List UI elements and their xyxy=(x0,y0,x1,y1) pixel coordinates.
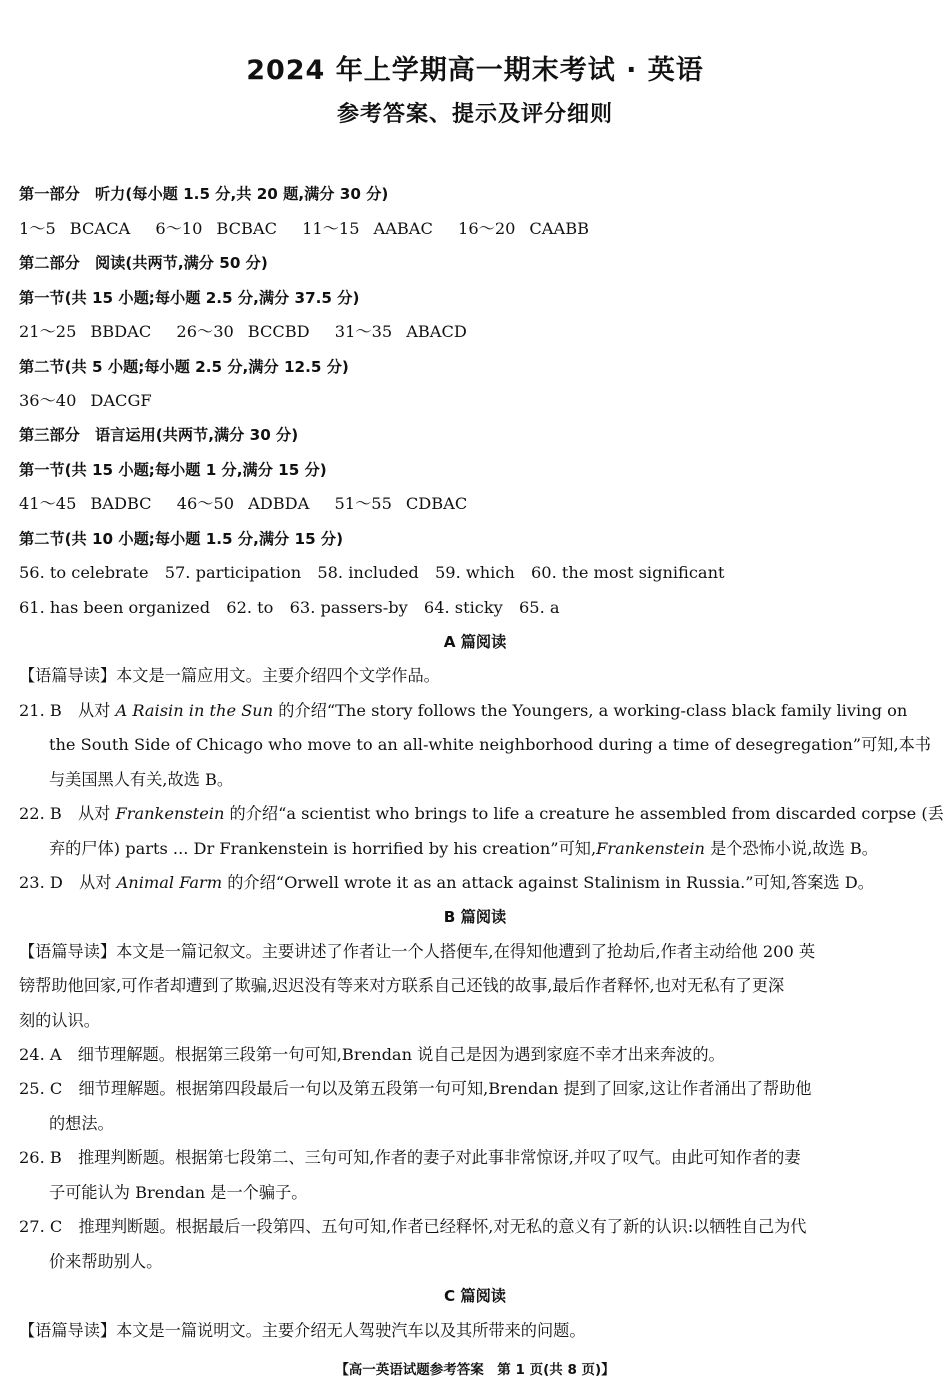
book-title: Animal Farm xyxy=(116,873,223,892)
q22-text: 的介绍“a scientist who brings to life a creature he assembled from discarded corpse (丢 xyxy=(224,804,944,823)
part1-answers xyxy=(19,218,934,240)
q21-line2: the South Side of Chicago who move to an all-white neighborhood during a time of desegregation”可知,本书 xyxy=(49,735,931,754)
answer-keys: BADBC xyxy=(90,494,152,513)
q22-text: 从对 xyxy=(77,804,116,823)
book-title: Frankenstein xyxy=(596,839,705,858)
q22-text: 弃的尸体) parts ... Dr Frankenstein is horrified by his creation”可知, xyxy=(49,839,597,858)
answer-range: 11～15 xyxy=(302,219,360,238)
part3-section2-answers-line1: 56. to celebrate 57. participation 58. included 59. which 60. the most significant xyxy=(19,563,725,582)
part3-section1-heading: 第一节(共 15 小题;每小题 1 分,满分 15 分) xyxy=(19,461,327,479)
page-footer: 【高一英语试题参考答案 第 1 页(共 8 页)】 xyxy=(335,1362,615,1378)
q25-line1 xyxy=(19,1078,934,1100)
q21-label: 21. B xyxy=(19,701,62,720)
answer-range: 36～40 xyxy=(19,391,77,410)
answer-keys: BCBAC xyxy=(216,219,277,238)
part3-section2-answers-line2: 61. has been organized 62. to 63. passers-by 64. sticky 65. a xyxy=(19,598,560,617)
part3-section2-heading: 第二节(共 10 小题;每小题 1.5 分,满分 15 分) xyxy=(19,530,344,548)
q25-line2: 的想法。 xyxy=(49,1114,114,1133)
q21-line1 xyxy=(19,700,934,722)
answer-keys: BCCBD xyxy=(247,322,310,341)
answer-keys: AABAC xyxy=(373,219,433,238)
q27-line2: 价来帮助别人。 xyxy=(49,1252,163,1271)
passage-a-heading: A 篇阅读 xyxy=(443,633,507,651)
passage-b-guide-line1: 【语篇导读】本文是一篇记叙文。主要讲述了作者让一个人搭便车,在得知他遭到了抢劫后,作者主动给他 200 英 xyxy=(19,942,816,961)
q27-label: 27. C xyxy=(19,1217,63,1236)
q21-line3: 与美国黑人有关,故选 B。 xyxy=(49,770,234,789)
answer-range: 31～35 xyxy=(334,322,393,341)
passage-b-guide-line3: 刻的认识。 xyxy=(19,1011,100,1030)
part3-heading: 第三部分 语言运用(共两节,满分 30 分) xyxy=(19,426,299,444)
answer-range: 21～25 xyxy=(19,322,77,341)
answer-range: 6～10 xyxy=(155,219,203,238)
q23-line1 xyxy=(19,872,934,894)
q27-line1 xyxy=(19,1216,934,1238)
q22-line2 xyxy=(49,838,934,860)
q22-line1 xyxy=(19,803,944,825)
page-subtitle: 参考答案、提示及评分细则 xyxy=(336,102,613,127)
part1-heading: 第一部分 听力(每小题 1.5 分,共 20 题,满分 30 分) xyxy=(19,185,389,203)
answer-keys: BBDAC xyxy=(90,322,152,341)
passage-c-guide: 【语篇导读】本文是一篇说明文。主要介绍无人驾驶汽车以及其所带来的问题。 xyxy=(19,1321,586,1340)
q23-label: 23. D xyxy=(19,873,63,892)
answer-range: 16～20 xyxy=(458,219,516,238)
answer-keys: ADBDA xyxy=(248,494,310,513)
part2-section2-answers xyxy=(19,390,934,412)
q26-label: 26. B xyxy=(19,1148,62,1167)
part2-section1-heading: 第一节(共 15 小题;每小题 2.5 分,满分 37.5 分) xyxy=(19,289,360,307)
answer-keys: ABACD xyxy=(406,322,467,341)
passage-a-guide: 【语篇导读】本文是一篇应用文。主要介绍四个文学作品。 xyxy=(19,666,440,685)
q21-text: 的介绍“The story follows the Youngers, a working-class black family living on xyxy=(273,701,908,720)
answer-range: 41～45 xyxy=(19,494,77,513)
part3-section1-answers xyxy=(19,493,934,515)
book-title: A Raisin in the Sun xyxy=(115,701,274,720)
q23-text: 从对 xyxy=(79,873,117,892)
q26-line1 xyxy=(19,1147,934,1169)
part2-section2-heading: 第二节(共 5 小题;每小题 2.5 分,满分 12.5 分) xyxy=(19,358,349,376)
q25-text: 细节理解题。根据第四段最后一句以及第五段第一句可知,Brendan 提到了回家,这让作者涌出了帮助他 xyxy=(78,1079,812,1098)
q27-text: 推理判断题。根据最后一段第四、五句可知,作者已经释怀,对无私的意义有了新的认识:以牺牲自己为代 xyxy=(78,1217,807,1236)
q23-text: 的介绍“Orwell wrote it as an attack against Stalinism in Russia.”可知,答案选 D。 xyxy=(222,873,874,892)
q24-line1 xyxy=(19,1044,934,1066)
q24-label: 24. A xyxy=(19,1045,62,1064)
answer-range: 1～5 xyxy=(19,219,56,238)
part2-section1-answers xyxy=(19,321,934,343)
passage-c-heading: C 篇阅读 xyxy=(444,1287,506,1305)
passage-b-heading: B 篇阅读 xyxy=(443,908,507,926)
q21-text: 从对 xyxy=(77,701,116,720)
answer-keys: BCACA xyxy=(69,219,131,238)
answer-range: 46～50 xyxy=(176,494,235,513)
q25-label: 25. C xyxy=(19,1079,63,1098)
answer-keys: CDBAC xyxy=(405,494,468,513)
page-title: 2024 年上学期高一期末考试 · 英语 xyxy=(246,55,704,86)
answer-range: 26～30 xyxy=(176,322,234,341)
answer-keys: CAABB xyxy=(529,219,589,238)
q26-line2: 子可能认为 Brendan 是一个骗子。 xyxy=(49,1183,308,1202)
passage-b-guide-line2: 镑帮助他回家,可作者却遭到了欺骗,迟迟没有等来对方联系自己还钱的故事,最后作者释怀,也对无私有了更深 xyxy=(19,976,785,995)
book-title: Frankenstein xyxy=(115,804,225,823)
q22-text: 是个恐怖小说,故选 B。 xyxy=(704,839,878,858)
q26-text: 推理判断题。根据第七段第二、三句可知,作者的妻子对此事非常惊讶,并叹了叹气。由此可知作者的妻 xyxy=(77,1148,801,1167)
q24-text: 细节理解题。根据第三段第一句可知,Brendan 说自己是因为遇到家庭不幸才出来奔波的。 xyxy=(77,1045,725,1064)
q22-label: 22. B xyxy=(19,804,62,823)
answer-keys: DACGF xyxy=(90,391,152,410)
answer-range: 51～55 xyxy=(334,494,392,513)
part2-heading: 第二部分 阅读(共两节,满分 50 分) xyxy=(19,254,268,272)
